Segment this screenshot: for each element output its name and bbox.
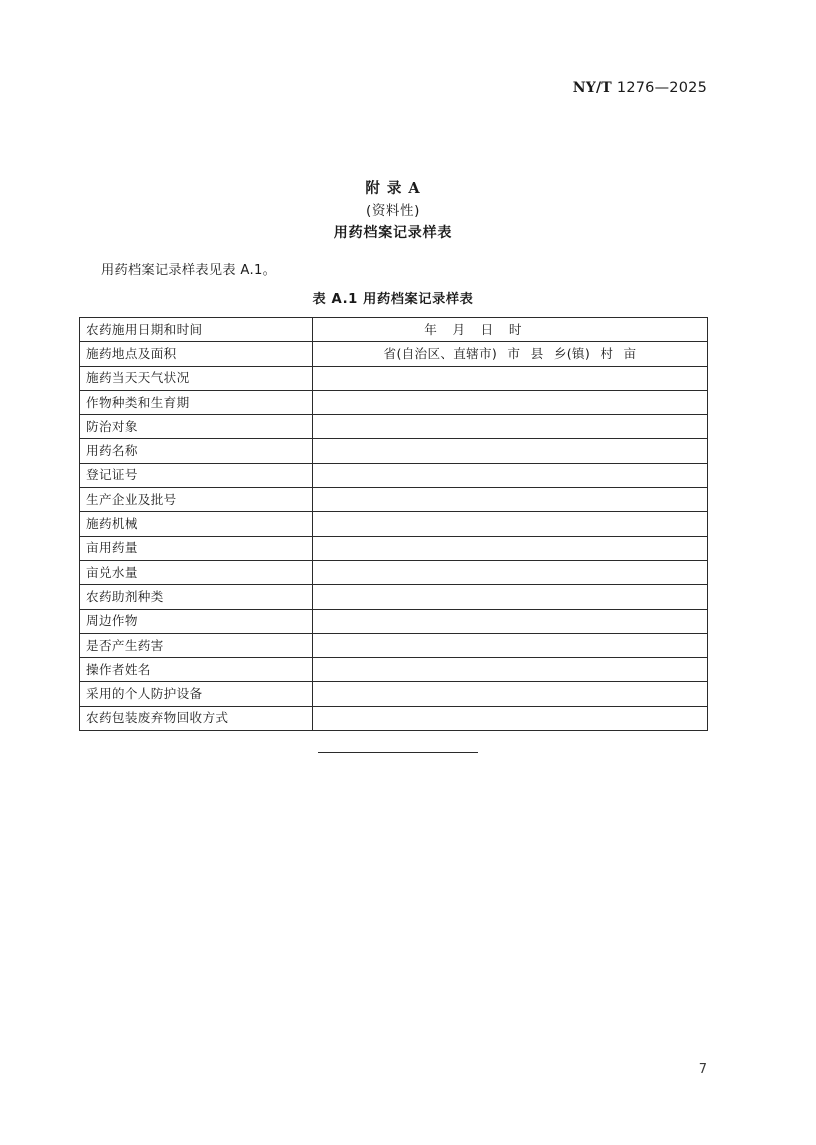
table-row [80, 512, 708, 536]
table-body [80, 318, 708, 731]
row-label: 施药机械 [80, 512, 313, 536]
row-value-field[interactable] [313, 658, 708, 682]
row-value-field[interactable] [313, 706, 708, 730]
table-row [80, 560, 708, 584]
annex-kind: (资料性) [365, 203, 421, 219]
row-value-field[interactable] [313, 560, 708, 584]
table-row [80, 682, 708, 706]
row-label: 亩用药量 [80, 536, 313, 560]
row-value-field[interactable] [313, 366, 708, 390]
table-row [80, 488, 708, 512]
table-row [80, 706, 708, 730]
table-row [80, 536, 708, 560]
row-value-field[interactable] [313, 439, 708, 463]
row-value-field[interactable] [313, 463, 708, 487]
row-value-field[interactable] [313, 682, 708, 706]
table-row [80, 633, 708, 657]
row-value-text: 年 月 日 时 [424, 321, 522, 337]
row-label: 生产企业及批号 [80, 488, 313, 512]
row-value-field[interactable] [313, 536, 708, 560]
row-label: 亩兑水量 [80, 560, 313, 584]
table-row [80, 318, 708, 342]
table-row [80, 585, 708, 609]
page-number: 7 [698, 1062, 707, 1077]
row-value-field[interactable] [313, 488, 708, 512]
annex-title: 用药档案记录样表 [333, 225, 453, 241]
running-header [79, 80, 707, 96]
annex-label: 附 录 A [365, 180, 421, 197]
table-row [80, 415, 708, 439]
table-row [80, 439, 708, 463]
row-value-field[interactable] [313, 390, 708, 414]
table-row [80, 658, 708, 682]
table-row [80, 342, 708, 366]
row-value-field[interactable] [313, 609, 708, 633]
end-of-document-rule [318, 752, 478, 753]
intro-paragraph: 用药档案记录样表见表 A.1。 [101, 263, 277, 278]
row-value-field[interactable] [313, 585, 708, 609]
row-value-field[interactable] [313, 512, 708, 536]
row-label: 是否产生药害 [80, 633, 313, 657]
row-label: 登记证号 [80, 463, 313, 487]
row-label: 农药包装废弃物回收方式 [80, 706, 313, 730]
row-label: 作物种类和生育期 [80, 390, 313, 414]
row-label: 施药当天天气状况 [80, 366, 313, 390]
row-value-text: 省(自治区、直辖市) 市 县 乡(镇) 村 亩 [383, 345, 637, 361]
pesticide-record-table [79, 317, 708, 731]
row-label: 周边作物 [80, 609, 313, 633]
table-row [80, 390, 708, 414]
row-label: 用药名称 [80, 439, 313, 463]
row-value-field[interactable] [313, 633, 708, 657]
standard-number: 1276—2025 [616, 80, 707, 96]
table-row [80, 609, 708, 633]
row-label: 防治对象 [80, 415, 313, 439]
row-label: 施药地点及面积 [80, 342, 313, 366]
row-label: 农药助剂种类 [80, 585, 313, 609]
row-value-field[interactable] [313, 318, 708, 342]
table-row [80, 463, 708, 487]
table-row [80, 366, 708, 390]
standard-code: NY/T [572, 80, 612, 96]
row-value-field[interactable] [313, 415, 708, 439]
annex-heading-block [79, 178, 707, 245]
row-label: 采用的个人防护设备 [80, 682, 313, 706]
table-caption: 表 A.1 用药档案记录样表 [312, 292, 474, 307]
row-value-field[interactable] [313, 342, 708, 366]
row-label: 农药施用日期和时间 [80, 318, 313, 342]
row-label: 操作者姓名 [80, 658, 313, 682]
